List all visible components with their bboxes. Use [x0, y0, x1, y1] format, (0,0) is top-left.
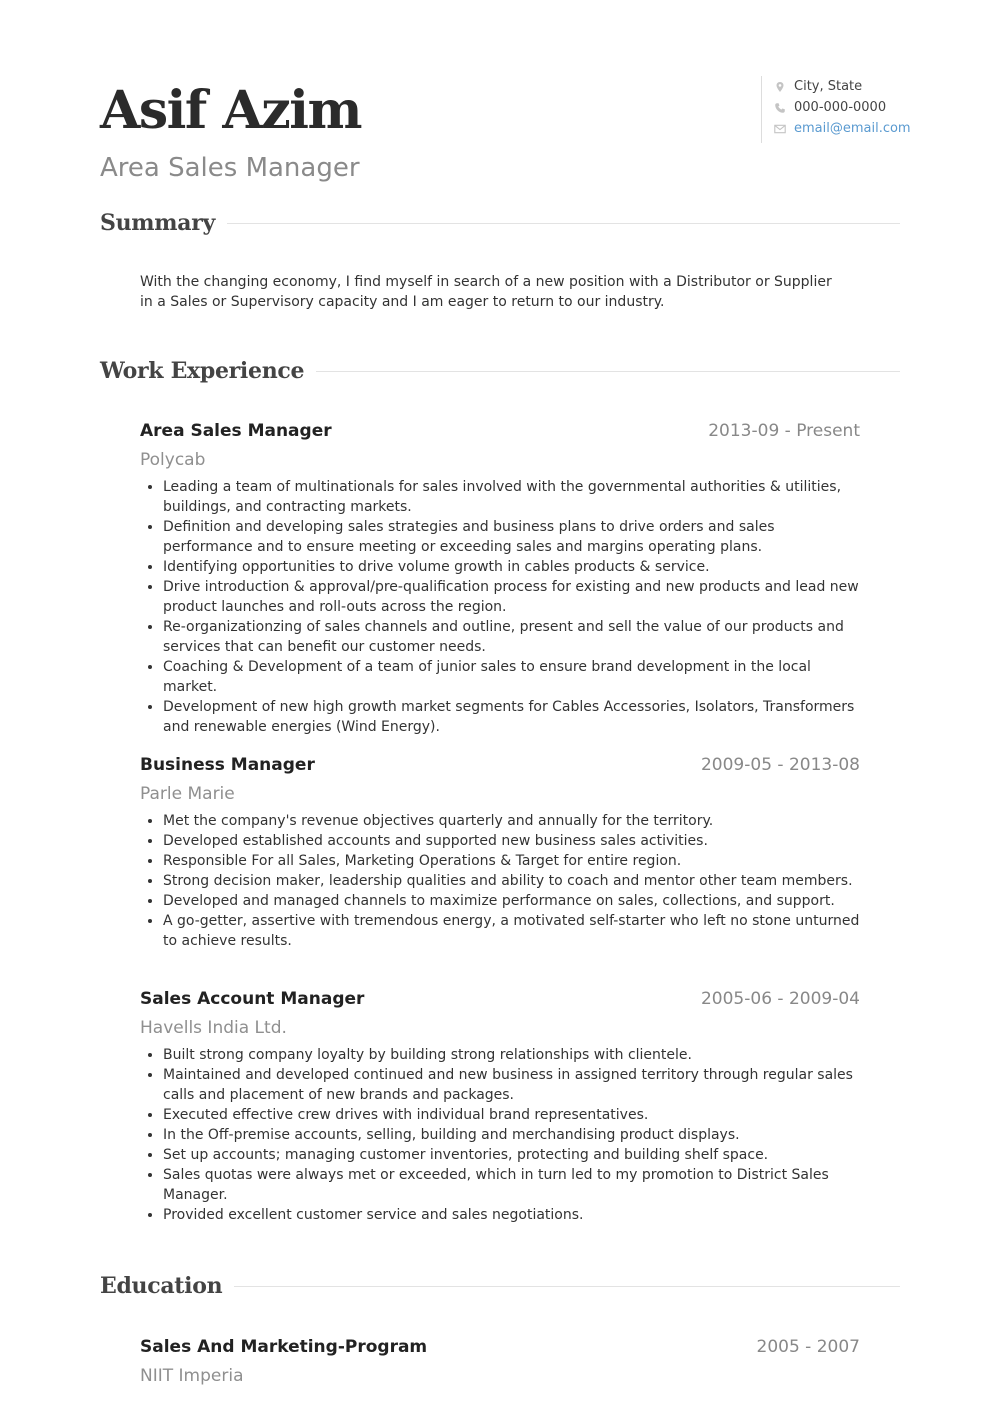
- list-item: • Developed established accounts and supported new business sales activities.: [163, 831, 860, 851]
- list-item: • Development of new high growth market segments for Cables Accessories, Isolators, Transformers and renewable energies (Wind Energy).: [163, 697, 860, 737]
- list-item: • Executed effective crew drives with individual brand representatives.: [163, 1105, 860, 1125]
- list-item: • Drive introduction & approval/pre-qualification process for existing and new products and lead new product launches and roll-outs across the region.: [163, 577, 860, 617]
- contact-email[interactable]: [774, 118, 924, 139]
- job-company: Havells India Ltd.: [140, 1018, 287, 1038]
- list-item: • Definition and developing sales strategies and business plans to drive orders and sales performance and to ensure meeting or exceeding sales and margins operating plans.: [163, 517, 860, 557]
- summary-text: With the changing economy, I find myself in search of a new position with a Distributor or Supplier in a Sales or Supervisory capacity and I am eager to return to our industry.: [140, 274, 832, 310]
- education-dates: 2005 - 2007: [756, 1337, 860, 1357]
- job-entry: [140, 988, 860, 1225]
- list-item: • Developed and managed channels to maximize performance on sales, collections, and support.: [163, 891, 860, 911]
- education-entry: [140, 1336, 860, 1387]
- phone-text: 000-000-0000: [794, 100, 887, 115]
- list-item: • Responsible For all Sales, Marketing Operations & Target for entire region.: [163, 851, 860, 871]
- map-pin-icon: [774, 81, 786, 93]
- job-responsibilities: [140, 477, 860, 737]
- education-institution: NIIT Imperia: [140, 1366, 244, 1386]
- job-entry: [140, 754, 860, 951]
- education-program: Sales And Marketing-Program: [140, 1337, 428, 1357]
- job-title: Sales Account Manager: [140, 989, 365, 1009]
- job-company: Parle Marie: [140, 784, 235, 804]
- list-item: • A go-getter, assertive with tremendous energy, a motivated self-starter who left no stone unturned to achieve results.: [163, 911, 860, 951]
- job-entry: [140, 420, 860, 737]
- job-company: Polycab: [140, 450, 206, 470]
- list-item: • Coaching & Development of a team of junior sales to ensure brand development in the local market.: [163, 657, 860, 697]
- contact-phone: [774, 97, 924, 118]
- list-item: • Identifying opportunities to drive volume growth in cables products & service.: [163, 557, 860, 577]
- list-item: • Sales quotas were always met or exceeded, which in turn led to my promotion to District Sales Manager.: [163, 1165, 860, 1205]
- candidate-name: Asif Azim: [100, 80, 361, 141]
- job-responsibilities: [140, 811, 860, 951]
- list-item: • Leading a team of multinationals for sales involved with the governmental authorities & utilities, buildings, and contracting markets.: [163, 477, 860, 517]
- summary-heading: Summary: [100, 210, 215, 236]
- email-link[interactable]: email@email.com: [794, 121, 911, 136]
- education-heading: Education: [100, 1273, 223, 1299]
- job-dates: 2005-06 - 2009-04: [700, 989, 860, 1009]
- list-item: • Re-organizationzing of sales channels and outline, present and sell the value of our products and services that can benefit our customer needs.: [163, 617, 860, 657]
- list-item: • In the Off-premise accounts, selling, building and merchandising product displays.: [163, 1125, 860, 1145]
- phone-icon: [774, 102, 786, 114]
- job-title: Area Sales Manager: [140, 421, 332, 441]
- contact-location: [774, 76, 924, 97]
- job-dates: 2013-09 - Present: [708, 421, 860, 441]
- work-experience-heading: Work Experience: [100, 358, 305, 384]
- candidate-role: Area Sales Manager: [100, 153, 360, 183]
- job-dates: 2009-05 - 2013-08: [700, 755, 860, 775]
- section-divider: [316, 371, 900, 372]
- list-item: • Set up accounts; managing customer inventories, protecting and building shelf space.: [163, 1145, 860, 1165]
- education-section-header: [100, 1272, 900, 1300]
- list-item: • Provided excellent customer service and sales negotiations.: [163, 1205, 860, 1225]
- list-item: • Maintained and developed continued and new business in assigned territory through regular sales calls and placement of new brands and packages.: [163, 1065, 860, 1105]
- contact-block: [761, 76, 924, 143]
- section-divider: [234, 1286, 900, 1287]
- summary-section-header: [100, 209, 900, 237]
- job-title: Business Manager: [140, 755, 315, 775]
- location-text: City, State: [794, 79, 863, 94]
- list-item: • Strong decision maker, leadership qualities and ability to coach and mentor other team members.: [163, 871, 860, 891]
- envelope-icon: [774, 123, 786, 135]
- section-divider: [227, 223, 900, 224]
- list-item: • Met the company's revenue objectives quarterly and annually for the territory.: [163, 811, 860, 831]
- list-item: • Built strong company loyalty by building strong relationships with clientele.: [163, 1045, 860, 1065]
- work-experience-section-header: [100, 357, 900, 385]
- job-responsibilities: [140, 1045, 860, 1225]
